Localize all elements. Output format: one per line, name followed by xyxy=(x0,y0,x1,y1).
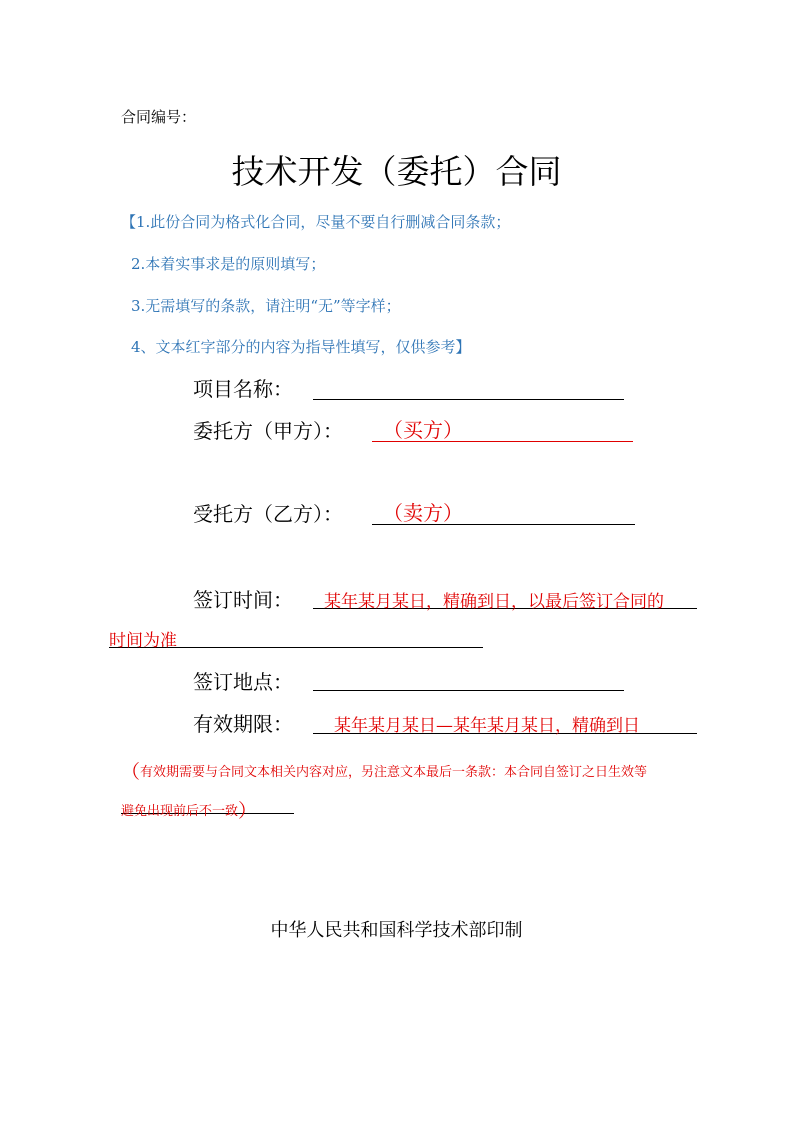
contract-number-label: 合同编号： xyxy=(121,108,197,126)
page-title: 技术开发（委托）合同 xyxy=(231,152,562,191)
client-label: 委托方（甲方）： xyxy=(193,419,343,443)
validity-note-line-1 xyxy=(121,757,647,784)
validity-note-text-2: 避免出现前后不一致 xyxy=(121,804,239,819)
validity-value: 某年某月某日—某年某月某日，精确到日 xyxy=(334,716,640,736)
instruction-line-3: 3.无需填写的条款，请注明“无”等字样； xyxy=(131,297,401,315)
validity-note-close-paren: ） xyxy=(238,800,258,822)
instruction-line-4: 4、文本红字部分的内容为指导性填写，仅供参考】 xyxy=(131,338,471,356)
sign-time-value-line-2: 时间为准 xyxy=(109,631,177,651)
trustee-value: （卖方） xyxy=(383,501,463,525)
validity-note-open-paren: （ xyxy=(121,761,141,783)
validity-label: 有效期限： xyxy=(193,712,293,736)
instruction-line-1: 【1.此份合同为格式化合同，尽量不要自行删减合同条款； xyxy=(121,213,511,231)
sign-time-value-line-1: 某年某月某日，精确到日，以最后签订合同的 xyxy=(324,592,664,612)
validity-note-line-2 xyxy=(121,796,257,823)
publisher-line: 中华人民共和国科学技术部印制 xyxy=(270,920,523,941)
sign-place-field-line[interactable] xyxy=(313,690,624,691)
project-name-field-line[interactable] xyxy=(313,399,624,400)
trustee-label: 受托方（乙方）： xyxy=(193,502,343,526)
sign-place-label: 签订地点： xyxy=(193,670,293,694)
project-name-label: 项目名称： xyxy=(193,377,293,401)
instruction-line-2: 2.本着实事求是的原则填写； xyxy=(131,255,326,273)
sign-time-label: 签订时间： xyxy=(193,588,293,612)
client-value: （买方） xyxy=(383,418,463,442)
validity-note-text-1: 有效期需要与合同文本相关内容对应，另注意文本最后一条款：本合同自签订之日生效等 xyxy=(140,765,648,780)
